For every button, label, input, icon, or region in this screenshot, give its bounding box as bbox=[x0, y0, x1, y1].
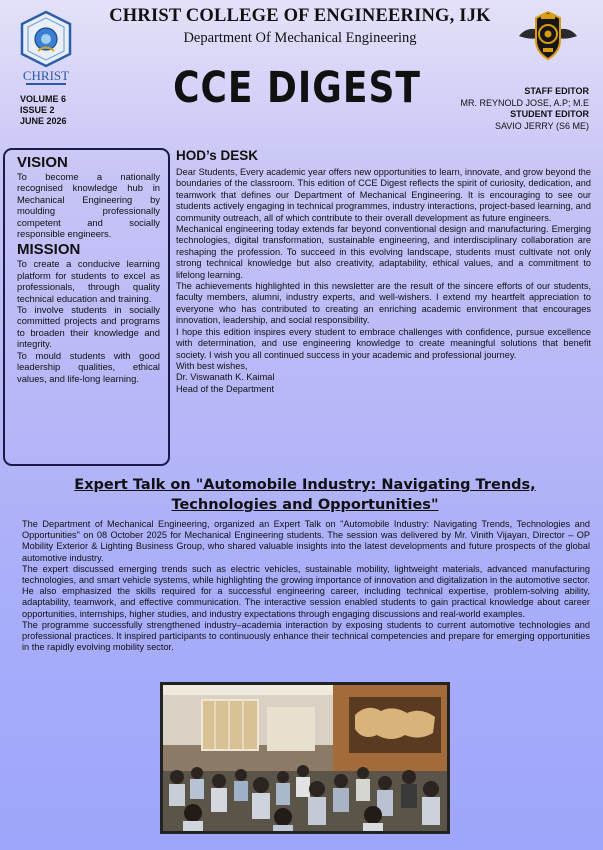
vision-mission-box bbox=[3, 148, 170, 466]
expert-talk-body bbox=[22, 519, 590, 653]
expert-talk-photo bbox=[160, 682, 450, 834]
hod-paragraph: Mechanical engineering today extends far beyond conventional design and manufacturing. Emerging technologies, digital transformation, sustainable engineering, and interdisciplinary collaboration are reshaping the profession. To succeed in this evolving landscape, students must cultivate not only strong technical knowledge but also creativity, adaptability, ethical values, and a commitment to lifelong learning. bbox=[176, 224, 591, 280]
mechanical-association-crest-icon bbox=[517, 6, 579, 64]
expert-talk-paragraph: The Department of Mechanical Engineering, organized an Expert Talk on "Automobile Industry: Navigating Trends, Technologies and Opportunities" on 08 October 2025 for Mechanical Engineering students. The session was delivered by Mr. Vinith Vijayan, Director – OP Mobility Exterior & Lighting Business Group, who shared valuable insights into the latest developments and future prospects of the global automotive industry. bbox=[22, 519, 590, 563]
staff-editor-label: STAFF EDITOR bbox=[524, 86, 589, 96]
hod-paragraph: The achievements highlighted in this newsletter are the result of the sincere efforts of our students, faculty members, alumni, industry experts, and well-wishers. I extend my heartfelt appreciation to everyone who has contributed to creating an enriching academic environment that encourages innovation, leadership, and social responsibility. bbox=[176, 281, 591, 326]
vision-heading: VISION bbox=[17, 154, 68, 171]
student-editor-label: STUDENT EDITOR bbox=[510, 109, 589, 120]
christ-college-emblem-icon bbox=[16, 10, 76, 88]
hod-signatory: Dr. Viswanath K. Kaimal bbox=[176, 372, 275, 383]
mission-item: To mould students with good leadership qualities, ethical values, and life-long learning. bbox=[17, 349, 160, 384]
hod-desk-section bbox=[176, 148, 591, 395]
vision-text: To become a nationally recognised knowledge hub in Mechanical Engineering by moulding professionally competent and socially responsible engineers. bbox=[17, 171, 160, 240]
issue-label: ISSUE 2 bbox=[20, 105, 55, 115]
association-logo bbox=[517, 6, 579, 64]
hod-paragraph: Dear Students, Every academic year offers new opportunities to learn, innovate, and grow beyond the boundaries of the classroom. This edition of CCE Digest reflects the spirit of curiosity, dedication, and teamwork that defines our Department of Mechanical Engineering. It is encouraging to see our students actively engaging in technical programmes, industry interactions, project-based learning, and community outreach, all of which contribute to their overall development as future engineers. bbox=[176, 167, 591, 223]
mission-heading: MISSION bbox=[17, 241, 81, 259]
hod-heading: HOD’s DESK bbox=[176, 148, 259, 163]
expert-talk-paragraph: The expert discussed emerging trends such as electric vehicles, sustainable mobility, lightweight materials, advanced manufacturing technologies, and smart vehicle systems, while highlighting the growing importance of innovation and digitalization in the automotive sector. He also emphasized the skills required for a successful engineering career, including technical expertise, problem-solving ability, adaptability, teamwork, and effective communication. The interactive session enabled students to gain practical knowledge about career opportunities, internships, higher studies, and industry expectations through engaging discussions and real-world examples. bbox=[22, 563, 590, 619]
hod-closing: With best wishes, bbox=[176, 360, 248, 371]
hod-designation: Head of the Department bbox=[176, 383, 275, 394]
mission-item: To involve students in socially committed projects and programs to broaden their knowledge and integrity. bbox=[17, 304, 160, 350]
expert-talk-title: Expert Talk on "Automobile Industry: Navigating Trends, Technologies and Opportunities" bbox=[74, 477, 536, 513]
staff-editor-name: MR. REYNOLD JOSE, A.P; M.E bbox=[460, 97, 589, 108]
department-name: Department Of Mechanical Engineering bbox=[183, 30, 417, 46]
expert-talk-paragraph: The programme successfully strengthened industry–academia interaction by exposing students to current automotive technologies and professional practices. It inspired participants to continuously enhance their technical competencies and prepare for emerging opportunities in the rapidly evolving mobility sector. bbox=[22, 619, 590, 653]
expert-talk-session-photo bbox=[163, 685, 447, 831]
issue-info bbox=[20, 94, 67, 127]
issue-date: JUNE 2026 bbox=[20, 116, 67, 126]
newsletter-header bbox=[0, 0, 603, 145]
newsletter-title: CCE DIGEST bbox=[173, 64, 421, 113]
mission-item: To create a conducive learning platform for students to excel as professionals, through quality technical education and training. bbox=[17, 258, 160, 304]
hod-paragraph: I hope this edition inspires every student to embrace challenges with confidence, pursue excellence with determination, and use engineering knowledge to create meaningful solutions that benefit society. I wish you all continued success in your academic and professional journey. bbox=[176, 326, 591, 360]
logo-left-text: CHRIST bbox=[22, 68, 70, 83]
volume-label: VOLUME 6 bbox=[20, 94, 67, 104]
editors-block bbox=[460, 86, 589, 132]
college-logo bbox=[16, 10, 76, 88]
college-name: CHRIST COLLEGE OF ENGINEERING, IJK bbox=[109, 6, 491, 26]
student-editor-name: SAVIO JERRY (S6 ME) bbox=[494, 120, 589, 131]
